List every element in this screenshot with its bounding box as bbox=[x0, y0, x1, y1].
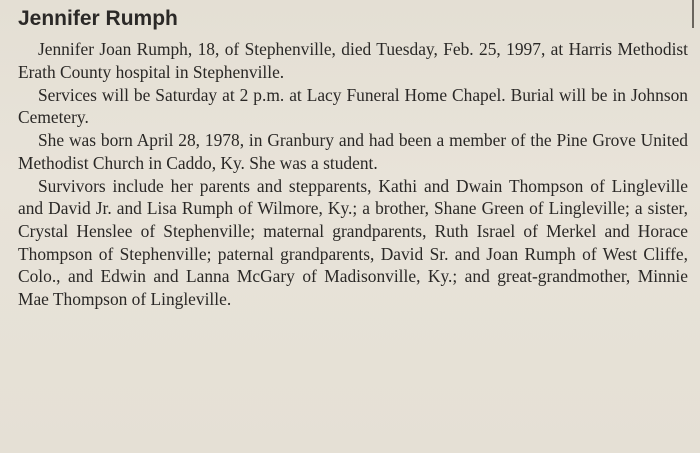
column-rule bbox=[692, 0, 694, 28]
obituary-paragraph-birth: She was born April 28, 1978, in Granbury and had been a member of the Pine Grove United Methodist Church in Caddo, Ky. She was a student. bbox=[18, 130, 688, 173]
show-through-print bbox=[330, 0, 690, 32]
obituary-body bbox=[18, 38, 688, 311]
obituary-paragraph-services: Services will be Saturday at 2 p.m. at Lacy Funeral Home Chapel. Burial will be in Johnson Cemetery. bbox=[18, 84, 688, 128]
obituary-headline: Jennifer Rumph bbox=[18, 7, 178, 30]
obituary-paragraph-death: Jennifer Joan Rumph, 18, of Stephenville, died Tuesday, Feb. 25, 1997, at Harris Methodist Erath County hospital in Stephenville. bbox=[18, 39, 688, 82]
obituary-paragraph-survivors: Survivors include her parents and stepparents, Kathi and Dwain Thompson of Lingleville and David Jr. and Lisa Rumph of Wilmore, Ky.; a brother, Shane Green of Lingleville; a sister, Crystal Henslee of Stephenville; maternal grandparents, Ruth Israel of Merkel and Horace Thompson of Stephenville; paternal grandparents, David Sr. and Joan Rumph of West Cliffe, Colo., and Edwin and Lanna McGary of Madisonville, Ky.; and great-grandmother, Minnie Mae Thompson of Lingleville. bbox=[18, 175, 688, 309]
